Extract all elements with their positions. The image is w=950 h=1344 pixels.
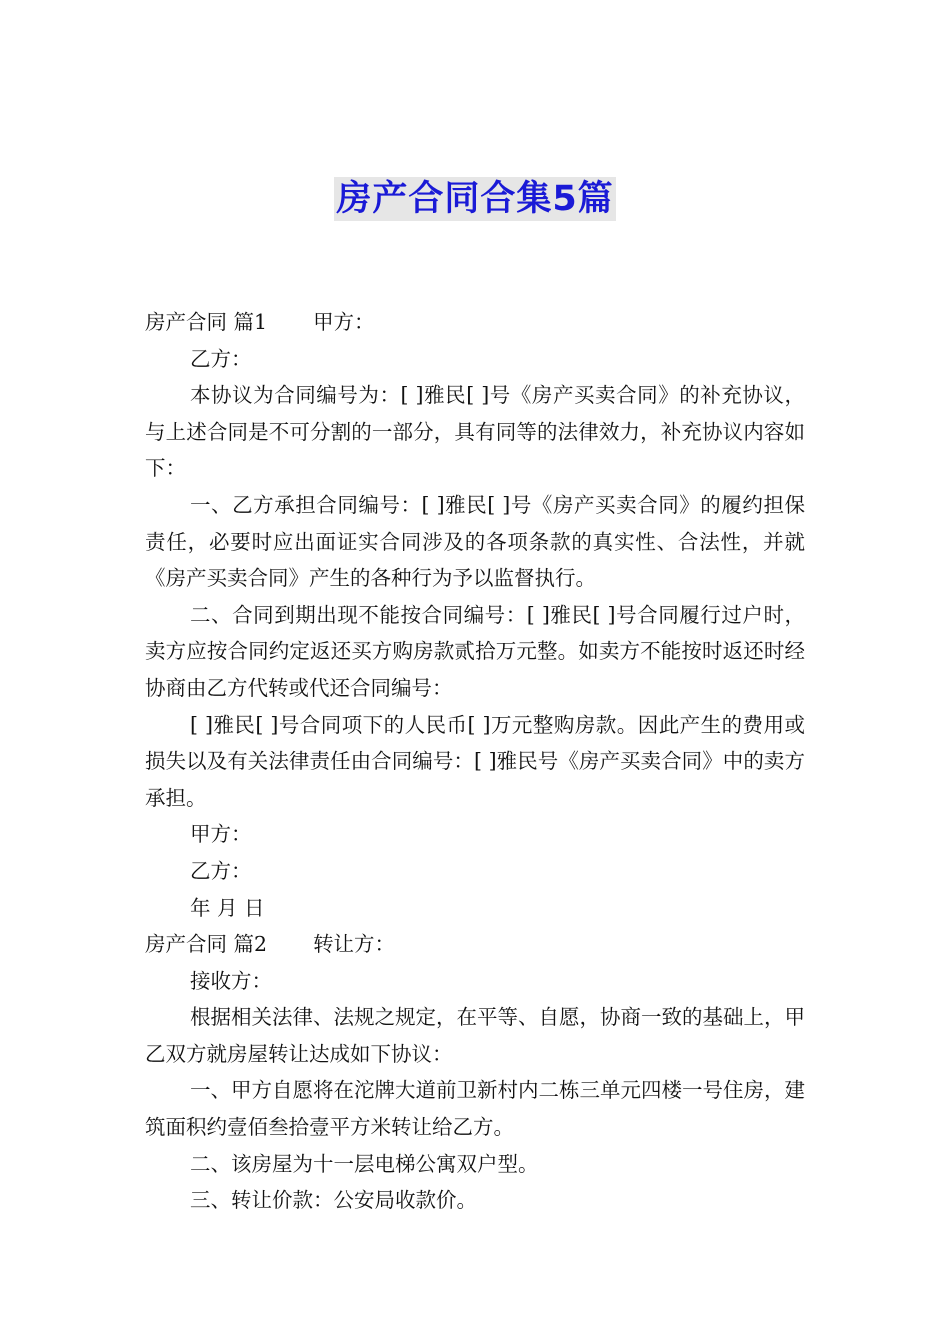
section-heading-2 <box>145 926 805 963</box>
paragraph: 乙方： <box>190 346 252 371</box>
section-heading-1 <box>145 304 805 341</box>
party-label: 转让方： <box>313 932 396 957</box>
paragraph: 甲方： <box>190 822 252 847</box>
document-title: 房产合同合集5篇 <box>336 179 614 219</box>
section-title: 房产合同 篇2 <box>145 932 268 957</box>
paragraph: [ ]雅民[ ]号合同项下的人民币[ ]万元整购房款。因此产生的费用或损失以及有关法律责任由合同编号：[ ]雅民号《房产买卖合同》中的卖方承担。 <box>145 712 805 810</box>
paragraph: 一、甲方自愿将在沱牌大道前卫新村内二栋三单元四楼一号住房，建筑面积约壹佰叁拾壹平方米转让给乙方。 <box>145 1078 805 1140</box>
title-container <box>0 177 950 221</box>
paragraph: 年 月 日 <box>190 895 265 920</box>
paragraph: 乙方： <box>190 858 252 883</box>
paragraph: 根据相关法律、法规之规定，在平等、自愿，协商一致的基础上，甲乙双方就房屋转让达成如下协议： <box>145 1005 805 1066</box>
section-title: 房产合同 篇1 <box>145 310 268 334</box>
paragraph: 二、合同到期出现不能按合同编号：[ ]雅民[ ]号合同履行过户时，卖方应按合同约定返还买方购房款贰拾万元整。如卖方不能按时返还时经协商由乙方代转或代还合同编号： <box>145 602 805 700</box>
paragraph: 三、转让价款：公安局收款价。 <box>190 1188 477 1213</box>
paragraph: 一、乙方承担合同编号：[ ]雅民[ ]号《房产买卖合同》的履约担保责任，必要时应出面证实合同涉及的各项条款的真实性、合法性，并就《房产买卖合同》产生的各种行为予以监督执行。 <box>145 492 805 591</box>
party-label: 甲方： <box>313 310 375 334</box>
document-body <box>145 304 805 1219</box>
paragraph: 本协议为合同编号为：[ ]雅民[ ]号《房产买卖合同》的补充协议，与上述合同是不可分割的一部分，具有同等的法律效力，补充协议内容如下： <box>145 383 805 481</box>
paragraph: 接收方： <box>190 968 272 993</box>
paragraph: 二、该房屋为十一层电梯公寓双户型。 <box>190 1151 539 1176</box>
